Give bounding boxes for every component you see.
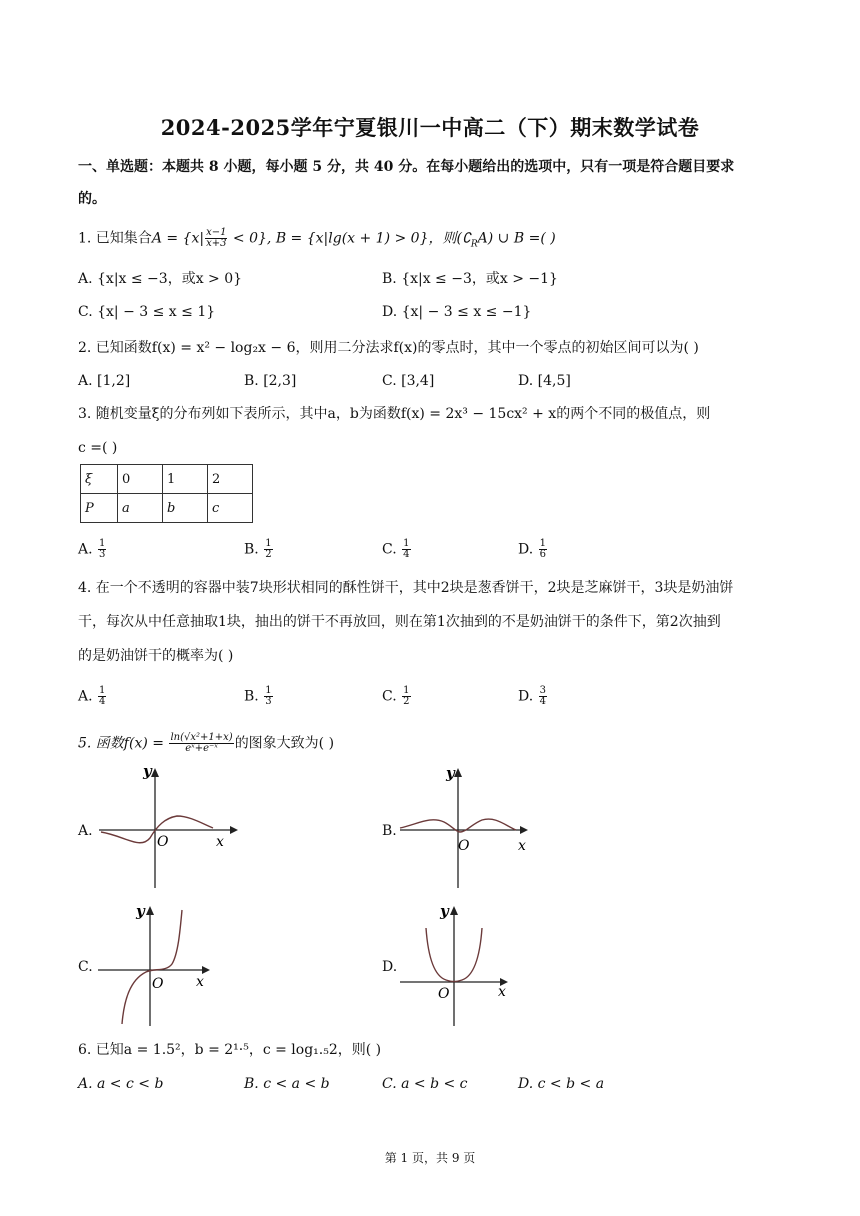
- svg-text:x: x: [196, 974, 204, 990]
- question-3-stem-cont: c =( ): [78, 440, 118, 456]
- fraction: $\frac{x-1}{x+3}$: [206, 227, 227, 249]
- q5-option-d-label: D.: [382, 959, 398, 975]
- q3-option-c: C. $\frac{1}{4}$: [382, 538, 410, 560]
- q4-option-d: D. $\frac{3}{4}$: [518, 685, 547, 707]
- question-6-stem: 6. 已知a = 1.5²，b = 2¹·⁵，c = log₁.₅2，则( ): [78, 1042, 382, 1058]
- q4-option-b: B. $\frac{1}{3}$: [244, 685, 272, 707]
- q2-option-c: C. [3,4]: [382, 373, 435, 389]
- svg-text:y: y: [446, 764, 455, 782]
- svg-text:O: O: [458, 838, 470, 854]
- q6-option-a: A. a < c < b: [78, 1076, 164, 1092]
- question-2-stem: 2. 已知函数f(x) = x² − log₂x − 6，则用二分法求f(x)的零点时，其中一个零点的初始区间可以为( ): [78, 340, 699, 356]
- q2-option-d: D. [4,5]: [518, 373, 571, 389]
- page-footer: 第 1 页，共 9 页: [384, 1151, 476, 1165]
- svg-text:O: O: [157, 834, 169, 850]
- q1-option-c: C. {x| − 3 ≤ x ≤ 1}: [78, 304, 216, 320]
- question-5-stem: 5. 函数f(x) = $\frac{\text{ln(√x²+1+x)}}{\text{eˣ+e⁻ˣ}}$ 的图象大致为( ): [78, 732, 335, 754]
- section-heading: 一、单选题：本题共 8 小题，每小题 5 分，共 40 分。在每小题给出的选项中，只有一项是符合题目要求: [78, 159, 735, 175]
- q2-option-b: B. [2,3]: [244, 373, 297, 389]
- graph-c: [94, 900, 224, 1030]
- question-3-stem: 3. 随机变量ξ的分布列如下表所示，其中a，b为函数f(x) = 2x³ − 15cx² + x的两个不同的极值点，则: [78, 406, 711, 422]
- svg-text:y: y: [440, 902, 449, 920]
- section-heading-cont: 的。: [78, 191, 106, 207]
- svg-text:y: y: [136, 902, 145, 920]
- fraction: $\frac{\text{ln(√x²+1+x)}}{\text{eˣ+e⁻ˣ}}$: [170, 732, 233, 754]
- q1-option-d: D. {x| − 3 ≤ x ≤ −1}: [382, 304, 532, 320]
- svg-text:x: x: [216, 834, 224, 850]
- question-1-stem: 1. 已知集合A = {x| $\frac{x-1}{x+3}$ < 0}, B = {x|lg(x + 1) > 0}，则$(∁_RA)$ ∪ B =( ): [78, 227, 556, 250]
- q6-option-c: C. a < b < c: [382, 1076, 468, 1092]
- q6-option-b: B. c < a < b: [244, 1076, 330, 1092]
- q4-option-a: A. $\frac{1}{4}$: [78, 685, 106, 707]
- graph-d: [396, 900, 526, 1030]
- q3-option-b: B. $\frac{1}{2}$: [244, 538, 272, 560]
- svg-text:x: x: [518, 838, 526, 854]
- question-4-stem-cont: 干，每次从中任意抽取1块，抽出的饼干不再放回，则在第1次抽到的不是奶油饼干的条件下，第2次抽到: [78, 614, 721, 630]
- graph-b: [396, 764, 541, 892]
- q3-option-a: A. $\frac{1}{3}$: [78, 538, 106, 560]
- svg-text:O: O: [152, 976, 164, 992]
- svg-text:y: y: [143, 764, 152, 780]
- distribution-table: [80, 464, 253, 523]
- q2-option-a: A. [1,2]: [78, 373, 131, 389]
- table-row: P a b c: [81, 494, 253, 523]
- page-title: 2024-2025学年宁夏银川一中高二（下）期末数学试卷: [160, 115, 700, 140]
- q6-option-d: D. c < b < a: [518, 1076, 605, 1092]
- q5-option-b-label: B.: [382, 823, 397, 839]
- question-4-stem-cont2: 的是奶油饼干的概率为( ): [78, 648, 234, 664]
- svg-text:x: x: [498, 984, 506, 1000]
- svg-text:O: O: [438, 986, 450, 1002]
- q5-option-a-label: A.: [78, 823, 93, 839]
- question-4-stem: 4. 在一个不透明的容器中装7块形状相同的酥性饼干，其中2块是葱香饼干，2块是芝麻饼干，3块是奶油饼: [78, 580, 734, 596]
- q5-option-c-label: C.: [78, 959, 93, 975]
- graph-a: [95, 764, 240, 892]
- q1-option-b: B. {x|x ≤ −3，或x > −1}: [382, 271, 558, 287]
- q1-option-a: A. {x|x ≤ −3，或x > 0}: [78, 271, 243, 287]
- table-row: ξ 0 1 2: [81, 465, 253, 494]
- q3-option-d: D. $\frac{1}{6}$: [518, 538, 547, 560]
- q4-option-c: C. $\frac{1}{2}$: [382, 685, 410, 707]
